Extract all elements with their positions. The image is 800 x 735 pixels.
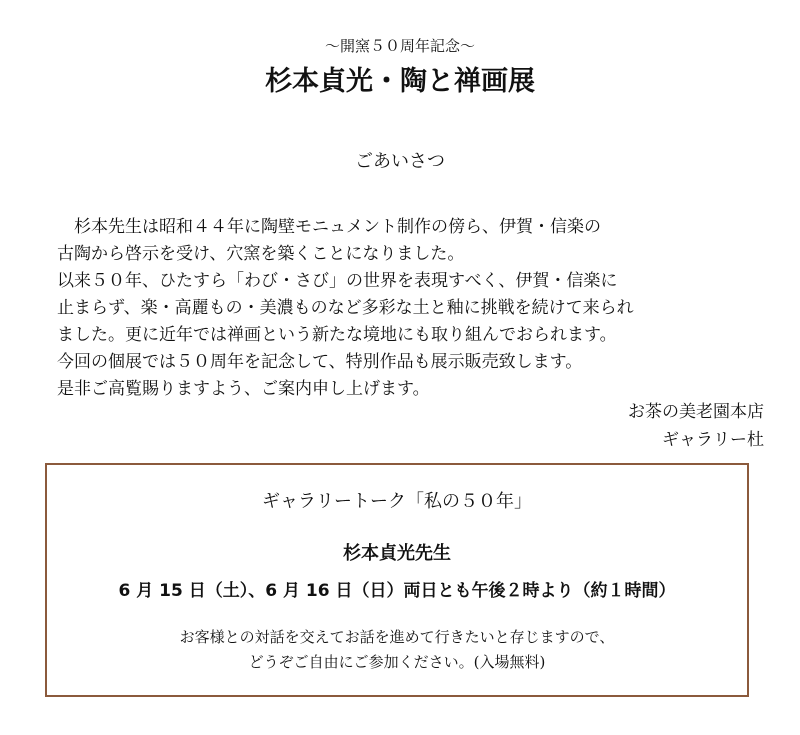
talk-title: ギャラリートーク「私の５０年」 — [262, 491, 532, 512]
gallery-talk-box — [45, 463, 749, 697]
greeting-line: 杉本先生は昭和４４年に陶壁モニュメント制作の傍ら、伊賀・信楽の — [57, 217, 601, 237]
signature-shop: お茶の美老園本店 — [628, 402, 764, 422]
signature — [628, 398, 764, 454]
talk-schedule: 6 月 15 日（土）、6 月 16 日（日）両日とも午後２時より（約１時間） — [118, 581, 676, 601]
talk-note-line: どうぞご自由にご参加ください。(入場無料) — [248, 653, 546, 671]
greeting-line: 是非ご高覧賜りますよう、ご案内申し上げます。 — [57, 379, 430, 399]
greeting-line: 以来５０年、ひたすら「わび・さび」の世界を表現すべく、伊賀・信楽に — [57, 271, 618, 291]
signature-gallery: ギャラリー杜 — [662, 430, 764, 450]
greeting-body — [57, 214, 777, 403]
greeting-heading: ごあいさつ — [355, 151, 445, 172]
greeting-line: ました。更に近年では禅画という新たな境地にも取り組んでおられます。 — [57, 325, 617, 345]
talk-note-line: お客様との対話を交えてお話を進めて行きたいと存じますので、 — [179, 628, 615, 646]
event-subtitle: 〜開窯５０周年記念〜 — [324, 37, 475, 55]
greeting-line: 止まらず、楽・高麗もの・美濃ものなど多彩な土と釉に挑戦を続けて来られ — [57, 298, 634, 318]
greeting-line: 古陶から啓示を受け、穴窯を築くことになりました。 — [57, 244, 465, 264]
event-title: 杉本貞光・陶と禅画展 — [265, 66, 535, 97]
greeting-line: 今回の個展では５０周年を記念して、特別作品も展示販売致します。 — [57, 352, 583, 372]
talk-speaker: 杉本貞光先生 — [343, 543, 451, 564]
